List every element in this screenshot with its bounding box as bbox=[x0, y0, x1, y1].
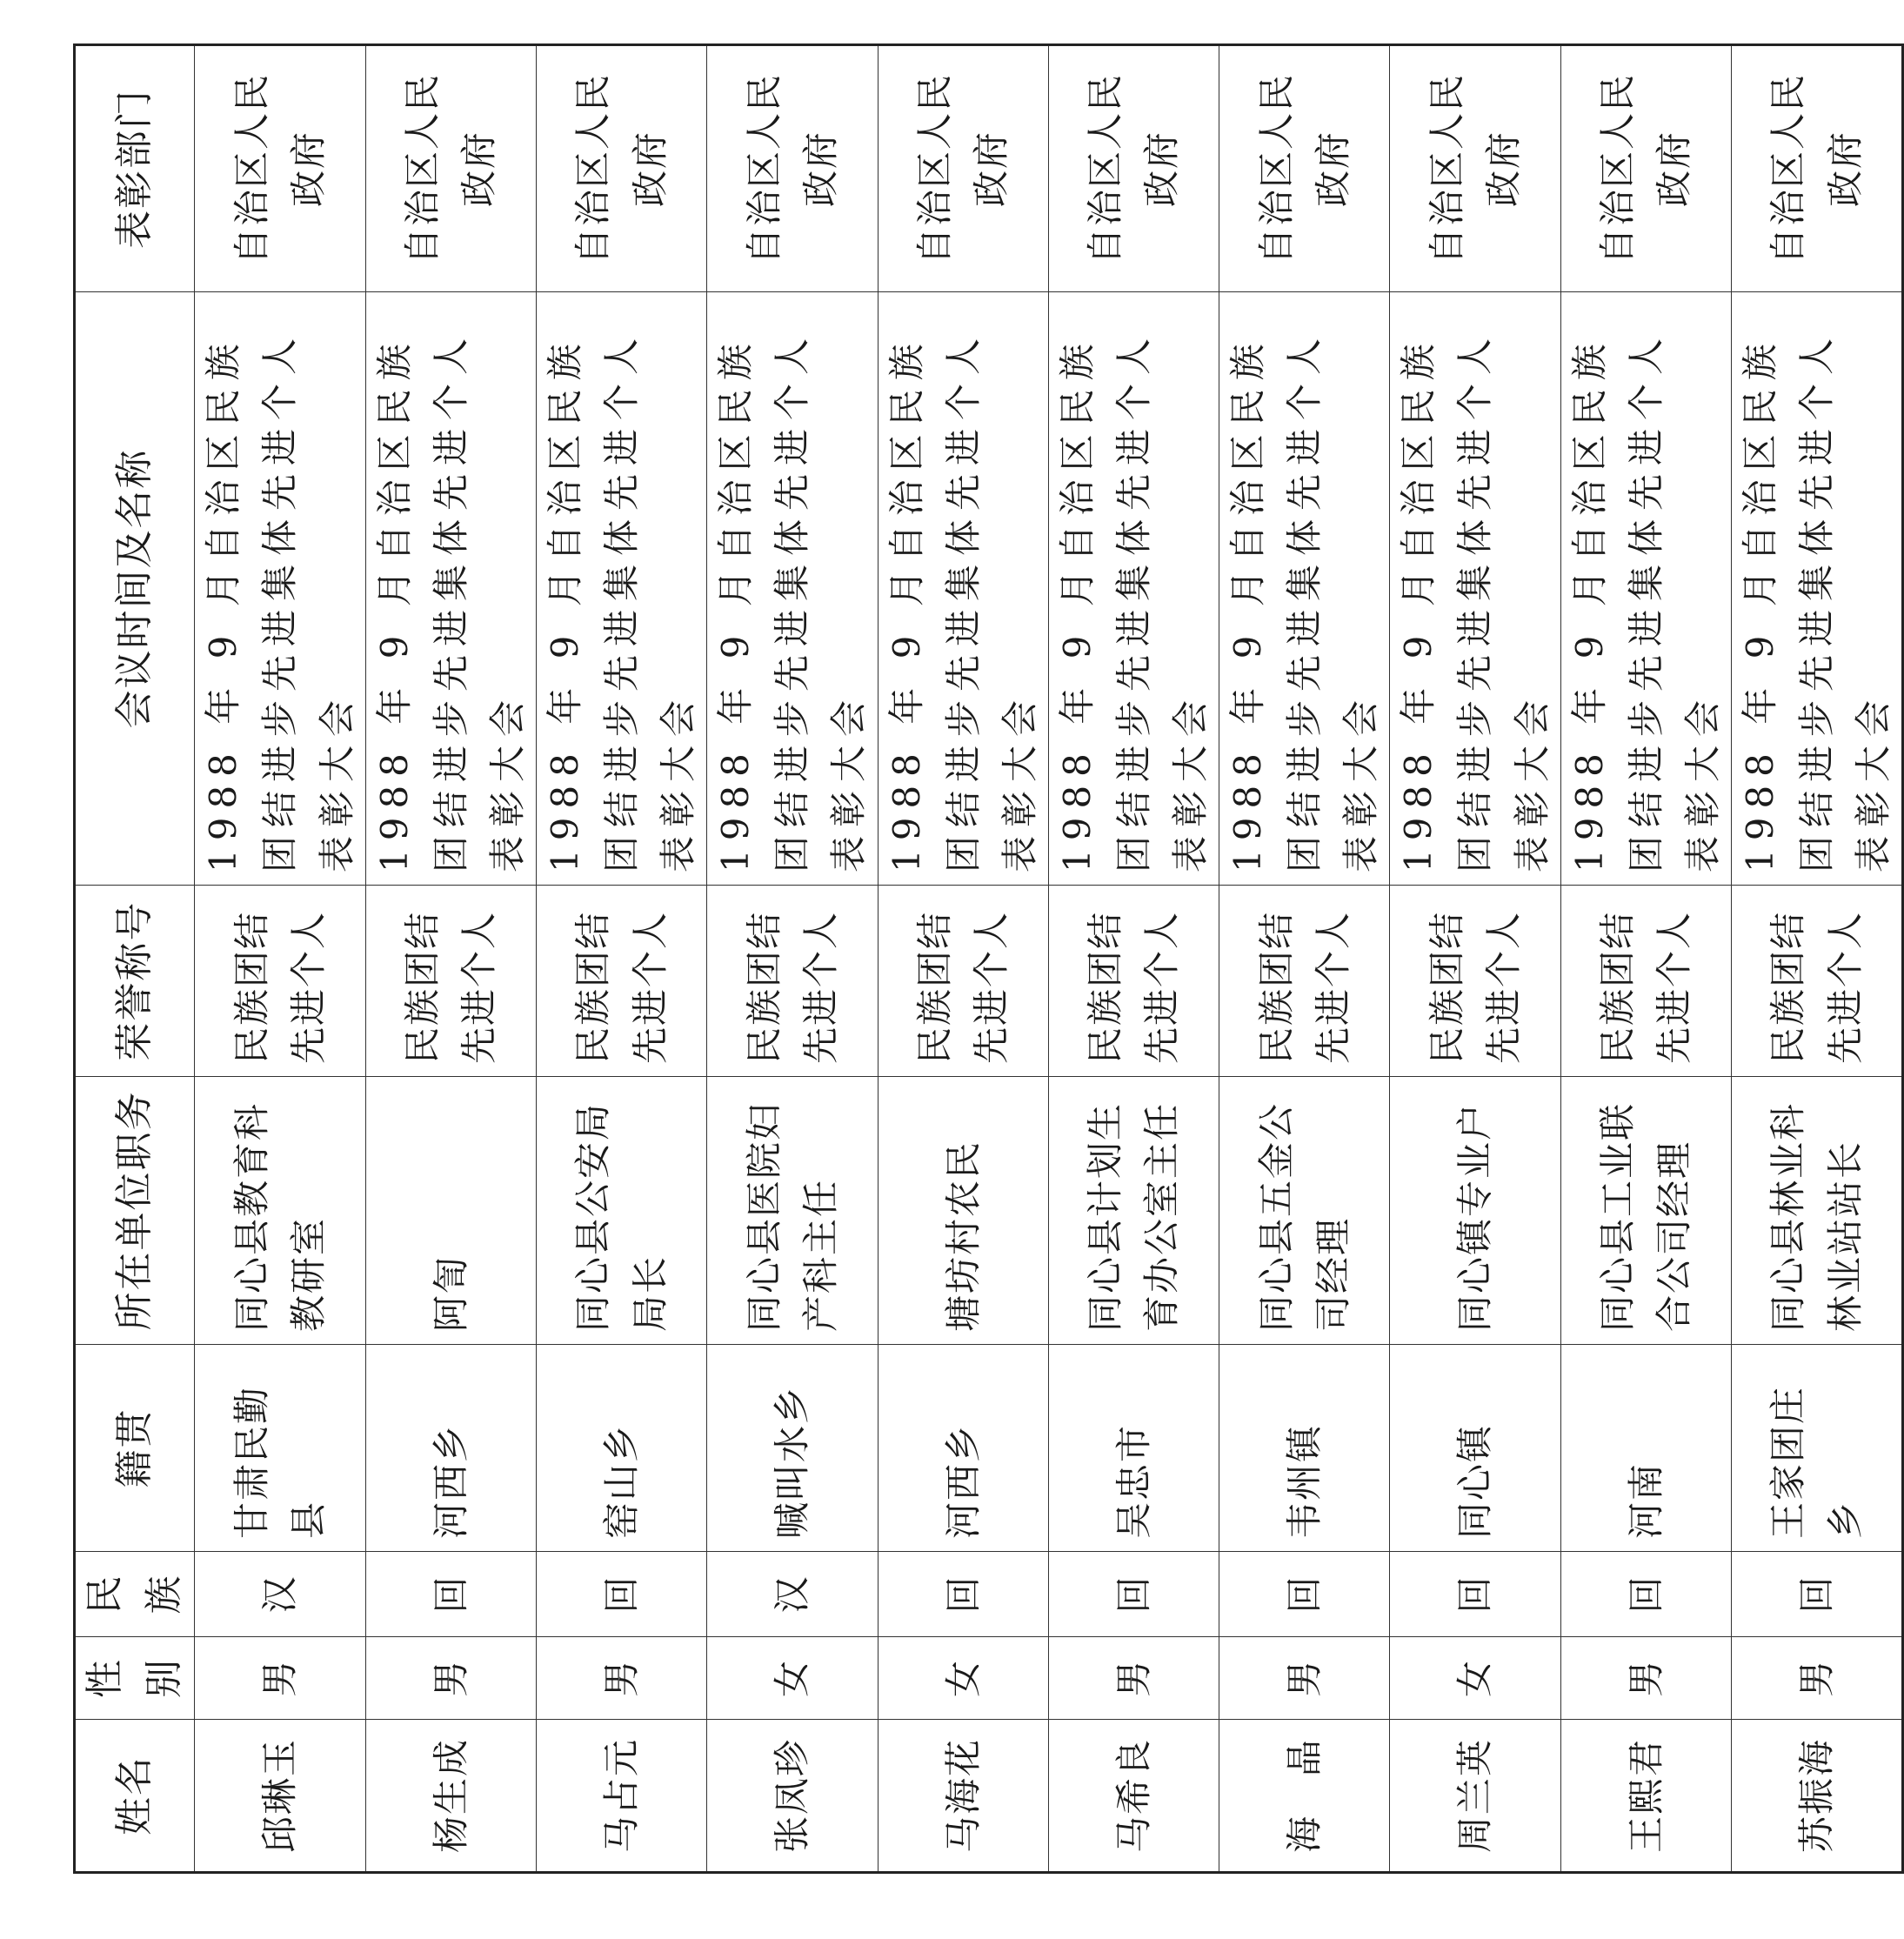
header-name: 姓名 bbox=[75, 1720, 195, 1873]
header-ethnicity: 民族 bbox=[75, 1552, 195, 1637]
ethnicity-cell: 回 bbox=[878, 1552, 1048, 1637]
dept-cell: 自治区人民政府 bbox=[1390, 45, 1560, 292]
rotated-page bbox=[73, 46, 1895, 1874]
table-row bbox=[1048, 45, 1219, 1873]
gender-cell: 男 bbox=[1219, 1637, 1390, 1720]
name-cell: 张凤珍 bbox=[707, 1720, 878, 1873]
meeting-cell: 1988 年 9 月自治区民族团结进步先进集体先进个人表彰大会 bbox=[1560, 292, 1731, 886]
honor-table bbox=[73, 43, 1904, 1874]
header-unit: 所在单位职务 bbox=[75, 1077, 195, 1345]
name-cell: 马占元 bbox=[536, 1720, 706, 1873]
unit-cell: 同心县教育科教研室 bbox=[195, 1077, 365, 1345]
hometown-cell: 韦州镇 bbox=[1219, 1345, 1390, 1552]
ethnicity-cell: 回 bbox=[536, 1552, 706, 1637]
ethnicity-cell: 回 bbox=[1560, 1552, 1731, 1637]
header-gender: 性别 bbox=[75, 1637, 195, 1720]
meeting-cell: 1988 年 9 月自治区民族团结进步先进集体先进个人表彰大会 bbox=[195, 292, 365, 886]
unit-cell: 同心县计划生育办公室主任 bbox=[1048, 1077, 1219, 1345]
dept-cell: 自治区人民政府 bbox=[1219, 45, 1390, 292]
hometown-cell: 吴忠市 bbox=[1048, 1345, 1219, 1552]
honor-cell: 民族团结先进个人 bbox=[365, 886, 536, 1077]
unit-cell: 同心县工业联合公司经理 bbox=[1560, 1077, 1731, 1345]
dept-cell: 自治区人民政府 bbox=[195, 45, 365, 292]
name-cell: 马海花 bbox=[878, 1720, 1048, 1873]
dept-cell: 自治区人民政府 bbox=[1731, 45, 1902, 292]
table-row bbox=[878, 45, 1048, 1873]
honor-cell: 民族团结先进个人 bbox=[1560, 886, 1731, 1077]
header-honor: 荣誉称号 bbox=[75, 886, 195, 1077]
gender-cell: 女 bbox=[707, 1637, 878, 1720]
ethnicity-cell: 汉 bbox=[707, 1552, 878, 1637]
name-cell: 苏振海 bbox=[1731, 1720, 1902, 1873]
header-hometown: 籍贯 bbox=[75, 1345, 195, 1552]
honor-cell: 民族团结先进个人 bbox=[1390, 886, 1560, 1077]
meeting-cell: 1988 年 9 月自治区民族团结进步先进集体先进个人表彰大会 bbox=[707, 292, 878, 886]
meeting-cell: 1988 年 9 月自治区民族团结进步先进集体先进个人表彰大会 bbox=[878, 292, 1048, 886]
ethnicity-cell: 回 bbox=[1731, 1552, 1902, 1637]
unit-cell: 塘坊村农民 bbox=[878, 1077, 1048, 1345]
unit-cell: 同心县公安局局长 bbox=[536, 1077, 706, 1345]
hometown-cell: 河西乡 bbox=[365, 1345, 536, 1552]
dept-cell: 自治区人民政府 bbox=[365, 45, 536, 292]
table-row bbox=[1560, 45, 1731, 1873]
table-row bbox=[1219, 45, 1390, 1873]
hometown-cell: 喊叫水乡 bbox=[707, 1345, 878, 1552]
honor-cell: 民族团结先进个人 bbox=[707, 886, 878, 1077]
meeting-cell: 1988 年 9 月自治区民族团结进步先进集体先进个人表彰大会 bbox=[1731, 292, 1902, 886]
name-cell: 杨生成 bbox=[365, 1720, 536, 1873]
gender-cell: 男 bbox=[1560, 1637, 1731, 1720]
meeting-cell: 1988 年 9 月自治区民族团结进步先进集体先进个人表彰大会 bbox=[1219, 292, 1390, 886]
name-cell: 邱琳玉 bbox=[195, 1720, 365, 1873]
honor-cell: 民族团结先进个人 bbox=[1048, 886, 1219, 1077]
ethnicity-cell: 汉 bbox=[195, 1552, 365, 1637]
unit-cell: 同心县医院妇产科主任 bbox=[707, 1077, 878, 1345]
gender-cell: 男 bbox=[536, 1637, 706, 1720]
header-meeting: 会议时间及名称 bbox=[75, 292, 195, 886]
dept-cell: 自治区人民政府 bbox=[707, 45, 878, 292]
honor-cell: 民族团结先进个人 bbox=[195, 886, 365, 1077]
gender-cell: 女 bbox=[1390, 1637, 1560, 1720]
name-cell: 海 晶 bbox=[1219, 1720, 1390, 1873]
gender-cell: 女 bbox=[878, 1637, 1048, 1720]
gender-cell: 男 bbox=[195, 1637, 365, 1720]
unit-cell: 同心县五金公司经理 bbox=[1219, 1077, 1390, 1345]
ethnicity-cell: 回 bbox=[1390, 1552, 1560, 1637]
unit-cell: 同心县林业科林业站站长 bbox=[1731, 1077, 1902, 1345]
ethnicity-cell: 回 bbox=[1048, 1552, 1219, 1637]
header-row bbox=[75, 45, 195, 1873]
table-body bbox=[195, 45, 1903, 1873]
name-cell: 王熙君 bbox=[1560, 1720, 1731, 1873]
honor-cell: 民族团结先进个人 bbox=[1731, 886, 1902, 1077]
gender-cell: 男 bbox=[1731, 1637, 1902, 1720]
meeting-cell: 1988 年 9 月自治区民族团结进步先进集体先进个人表彰大会 bbox=[1390, 292, 1560, 886]
hometown-cell: 河西乡 bbox=[878, 1345, 1048, 1552]
name-cell: 周兰英 bbox=[1390, 1720, 1560, 1873]
table-row bbox=[1731, 45, 1902, 1873]
gender-cell: 男 bbox=[1048, 1637, 1219, 1720]
gender-cell: 男 bbox=[365, 1637, 536, 1720]
header-dept: 表彰部门 bbox=[75, 45, 195, 292]
hometown-cell: 河南 bbox=[1560, 1345, 1731, 1552]
ethnicity-cell: 回 bbox=[365, 1552, 536, 1637]
name-cell: 马希良 bbox=[1048, 1720, 1219, 1873]
table-row bbox=[707, 45, 878, 1873]
dept-cell: 自治区人民政府 bbox=[1048, 45, 1219, 292]
honor-cell: 民族团结先进个人 bbox=[536, 886, 706, 1077]
meeting-cell: 1988 年 9 月自治区民族团结进步先进集体先进个人表彰大会 bbox=[1048, 292, 1219, 886]
hometown-cell: 王家团庄乡 bbox=[1731, 1345, 1902, 1552]
hometown-cell: 甘肃民勤县 bbox=[195, 1345, 365, 1552]
ethnicity-cell: 回 bbox=[1219, 1552, 1390, 1637]
unit-cell: 阿訇 bbox=[365, 1077, 536, 1345]
hometown-cell: 同心镇 bbox=[1390, 1345, 1560, 1552]
dept-cell: 自治区人民政府 bbox=[878, 45, 1048, 292]
honor-cell: 民族团结先进个人 bbox=[878, 886, 1048, 1077]
meeting-cell: 1988 年 9 月自治区民族团结进步先进集体先进个人表彰大会 bbox=[365, 292, 536, 886]
table-row bbox=[536, 45, 706, 1873]
unit-cell: 同心镇专业户 bbox=[1390, 1077, 1560, 1345]
dept-cell: 自治区人民政府 bbox=[1560, 45, 1731, 292]
hometown-cell: 窑山乡 bbox=[536, 1345, 706, 1552]
meeting-cell: 1988 年 9 月自治区民族团结进步先进集体先进个人表彰大会 bbox=[536, 292, 706, 886]
honor-cell: 民族团结先进个人 bbox=[1219, 886, 1390, 1077]
table-row bbox=[365, 45, 536, 1873]
table-row bbox=[1390, 45, 1560, 1873]
table-row bbox=[195, 45, 365, 1873]
dept-cell: 自治区人民政府 bbox=[536, 45, 706, 292]
